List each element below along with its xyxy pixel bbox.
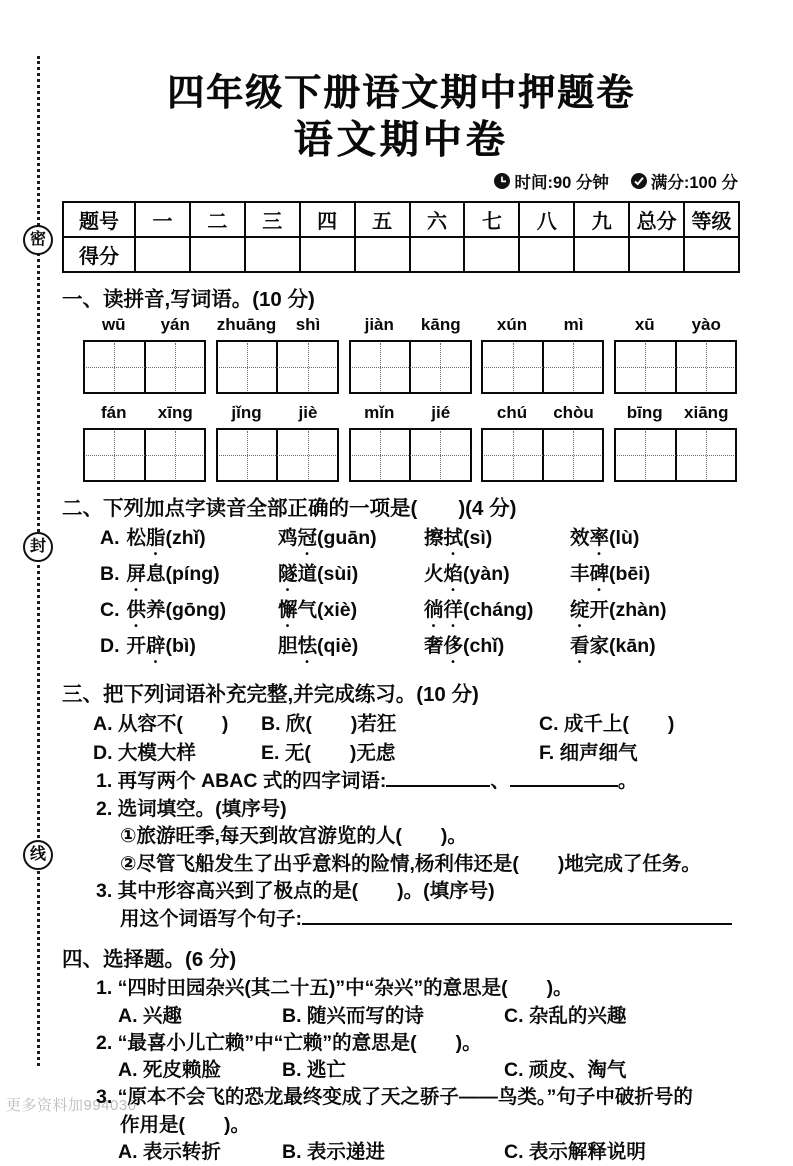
word-item: 奢侈(chǐ): [424, 635, 505, 658]
pinyin-group: [349, 315, 472, 394]
pinyin-syllable: xún: [496, 315, 528, 335]
score-empty-cell: [519, 237, 574, 272]
score-empty-cell: [410, 237, 465, 272]
word-item: 效率(lù): [570, 527, 640, 550]
seal-char-mi: 密: [23, 225, 53, 255]
word-item: 擦拭(sì): [424, 527, 493, 550]
pinyin-group: [83, 315, 206, 394]
pinyin-group: [481, 315, 604, 394]
answer-blank: [386, 768, 490, 787]
score-table: [62, 201, 740, 273]
word-item: 鸡冠(guān): [278, 527, 377, 550]
pinyin-syllable: xīng: [157, 403, 193, 423]
question-3-3-sentence: [120, 906, 740, 934]
option-b: B. 逃亡: [282, 1059, 346, 1082]
question-4-3-options: [118, 1139, 740, 1166]
full-score-label: 满分:100 分: [650, 174, 738, 193]
word-item: 看家(kān): [570, 635, 656, 658]
option-b: B. 表示递进: [282, 1141, 385, 1164]
option-a: A. 死皮赖脸: [118, 1059, 221, 1082]
score-header-cell: 总分: [629, 202, 684, 237]
writing-grid: [216, 340, 339, 394]
option-b: B. 随兴而写的诗: [282, 1004, 424, 1027]
idiom-grid: [93, 710, 740, 768]
period: 。: [617, 770, 638, 793]
pinyin-group: [216, 403, 339, 482]
option-c: C. 表示解释说明: [504, 1141, 646, 1164]
question-text: 1. 再写两个 ABAC 式的四字词语:: [96, 770, 387, 793]
writing-grid: [83, 340, 206, 394]
pinyin-syllable: xū: [634, 315, 655, 335]
time-label: 时间:90 分钟: [514, 174, 609, 193]
score-empty-cell: [190, 237, 245, 272]
full-score-info: [631, 169, 738, 193]
question-3-2: 2. 选词填空。(填序号): [96, 797, 287, 820]
pinyin-syllable: wū: [101, 315, 126, 335]
score-header-cell: 等级: [684, 202, 739, 237]
word-item: 徜徉(cháng): [424, 599, 534, 622]
idiom-item: C. 成千上( ): [539, 713, 675, 736]
score-empty-cell: [135, 237, 190, 272]
pinyin-group: [614, 315, 737, 394]
score-empty-cell: [355, 237, 410, 272]
word-item: C. 供养(gōng): [100, 599, 227, 622]
score-table-header-row: [63, 202, 739, 237]
pinyin-syllable: kāng: [420, 315, 461, 335]
writing-grid: [481, 428, 604, 482]
word-item: B. 屏息(píng): [100, 563, 220, 586]
section-2: [62, 491, 740, 668]
choice-row-b: [100, 560, 740, 596]
score-empty-cell: [300, 237, 355, 272]
question-4-2: 2. “最喜小儿亡赖”中“亡赖”的意思是( )。: [96, 1031, 482, 1054]
word-item: 隧道(sùi): [278, 563, 359, 586]
writing-grid: [216, 428, 339, 482]
question-3-2-sub2: ②尽管飞船发生了出乎意料的险情,杨利伟还是( )地完成了任务。: [120, 852, 701, 875]
score-header-cell: 六: [410, 202, 465, 237]
pinyin-syllable: fán: [101, 403, 127, 423]
writing-grid: [481, 340, 604, 394]
pinyin-group: [83, 403, 206, 482]
check-icon: [631, 173, 647, 189]
question-4-2-options: [118, 1057, 740, 1084]
pinyin-syllable: shì: [295, 315, 321, 335]
word-item: D. 开辟(bì): [100, 635, 196, 658]
pinyin-syllable: mǐn: [364, 403, 395, 423]
pinyin-row-2: [83, 403, 737, 482]
question-3-3: 3. 其中形容高兴到了极点的是( )。(填序号): [96, 880, 495, 903]
score-empty-cell: [629, 237, 684, 272]
pinyin-syllable: mì: [563, 315, 584, 335]
section-2-heading: 二、下列加点字读音全部正确的一项是( )(4 分): [62, 497, 517, 521]
question-3-2-sub1: ①旅游旺季,每天到故宫游览的人( )。: [120, 825, 467, 848]
score-table-score-row: [63, 237, 739, 272]
option-c: C. 顽皮、淘气: [504, 1059, 627, 1082]
writing-grid: [614, 428, 737, 482]
seal-char-xian: 线: [23, 840, 53, 870]
section-4-heading: 四、选择题。(6 分): [62, 948, 237, 972]
word-item: 火焰(yàn): [424, 563, 510, 586]
score-header-cell: 五: [355, 202, 410, 237]
word-item: 胆怯(qiè): [278, 635, 359, 658]
page-subtitle: 语文期中卷: [293, 119, 509, 163]
score-empty-cell: [245, 237, 300, 272]
question-4-1-options: [118, 1003, 740, 1030]
page-title: 四年级下册语文期中押题卷: [167, 72, 635, 113]
idiom-item: E. 无( )无虑: [261, 742, 396, 765]
question-4-3-line2: 作用是( )。: [120, 1113, 250, 1136]
pinyin-group: [349, 403, 472, 482]
option-c: C. 杂乱的兴趣: [504, 1004, 627, 1027]
writing-grid: [614, 340, 737, 394]
question-3-1: [96, 768, 740, 796]
pinyin-row-1: [83, 315, 737, 394]
pinyin-group: [216, 315, 339, 394]
exam-meta: [62, 169, 738, 193]
score-header-cell: 八: [519, 202, 574, 237]
score-empty-cell: [684, 237, 739, 272]
pinyin-syllable: jiè: [298, 403, 318, 423]
answer-blank: [302, 906, 732, 925]
choice-row-d: [100, 632, 740, 668]
question-text: 用这个词语写个句子:: [120, 907, 302, 930]
word-item: A. 松脂(zhǐ): [100, 527, 206, 550]
pinyin-syllable: zhuāng: [216, 315, 277, 335]
section-3: [62, 677, 740, 933]
word-item: 绽开(zhàn): [570, 599, 667, 622]
score-header-cell: 三: [245, 202, 300, 237]
idiom-item: A. 从容不( ): [93, 713, 229, 736]
option-a: A. 兴趣: [118, 1004, 182, 1027]
pinyin-syllable: xiāng: [684, 403, 729, 423]
pinyin-syllable: yán: [160, 315, 190, 335]
pinyin-syllable: jié: [431, 403, 451, 423]
option-a: A. 表示转折: [118, 1141, 221, 1164]
seal-char-feng: 封: [23, 532, 53, 562]
separator: 、: [490, 770, 510, 793]
score-header-cell: 七: [464, 202, 519, 237]
answer-blank: [510, 768, 618, 787]
clock-icon: [494, 173, 510, 189]
idiom-item: D. 大模大样: [93, 742, 196, 765]
idiom-item: F. 细声细气: [539, 742, 638, 765]
word-item: 丰碑(bēi): [570, 563, 651, 586]
score-empty-cell: [574, 237, 629, 272]
section-3-heading: 三、把下列词语补充完整,并完成练习。(10 分): [62, 683, 479, 707]
score-row-label: 得分: [63, 237, 135, 272]
word-item: 懈气(xiè): [278, 599, 358, 622]
section-1: [62, 282, 740, 482]
writing-grid: [83, 428, 206, 482]
choice-row-c: [100, 596, 740, 632]
exam-paper: [62, 70, 740, 1166]
section-4: [62, 942, 740, 1166]
time-info: [494, 169, 608, 193]
writing-grid: [349, 340, 472, 394]
score-header-cell: 一: [135, 202, 190, 237]
pinyin-syllable: jiàn: [364, 315, 394, 335]
choice-row-a: [100, 524, 740, 560]
question-4-1: 1. “四时田园杂兴(其二十五)”中“杂兴”的意思是( )。: [96, 977, 573, 1000]
score-header-cell: 二: [190, 202, 245, 237]
pinyin-group: [614, 403, 737, 482]
score-header-cell: 题号: [63, 202, 135, 237]
idiom-item: B. 欣( )若狂: [261, 713, 397, 736]
pinyin-syllable: chú: [496, 403, 528, 423]
watermark-text: 更多资料加994030: [6, 1097, 137, 1114]
pinyin-group: [481, 403, 604, 482]
pinyin-syllable: yào: [691, 315, 721, 335]
writing-grid: [349, 428, 472, 482]
score-header-cell: 九: [574, 202, 629, 237]
question-4-3: 3. “原本不会飞的恐龙最终变成了天之骄子——鸟类。”句子中破折号的: [96, 1086, 693, 1109]
score-empty-cell: [464, 237, 519, 272]
score-header-cell: 四: [300, 202, 355, 237]
section-1-heading: 一、读拼音,写词语。(10 分): [62, 288, 315, 312]
pinyin-syllable: jǐng: [231, 403, 262, 423]
pinyin-syllable: bīng: [626, 403, 663, 423]
pinyin-syllable: chòu: [553, 403, 594, 423]
